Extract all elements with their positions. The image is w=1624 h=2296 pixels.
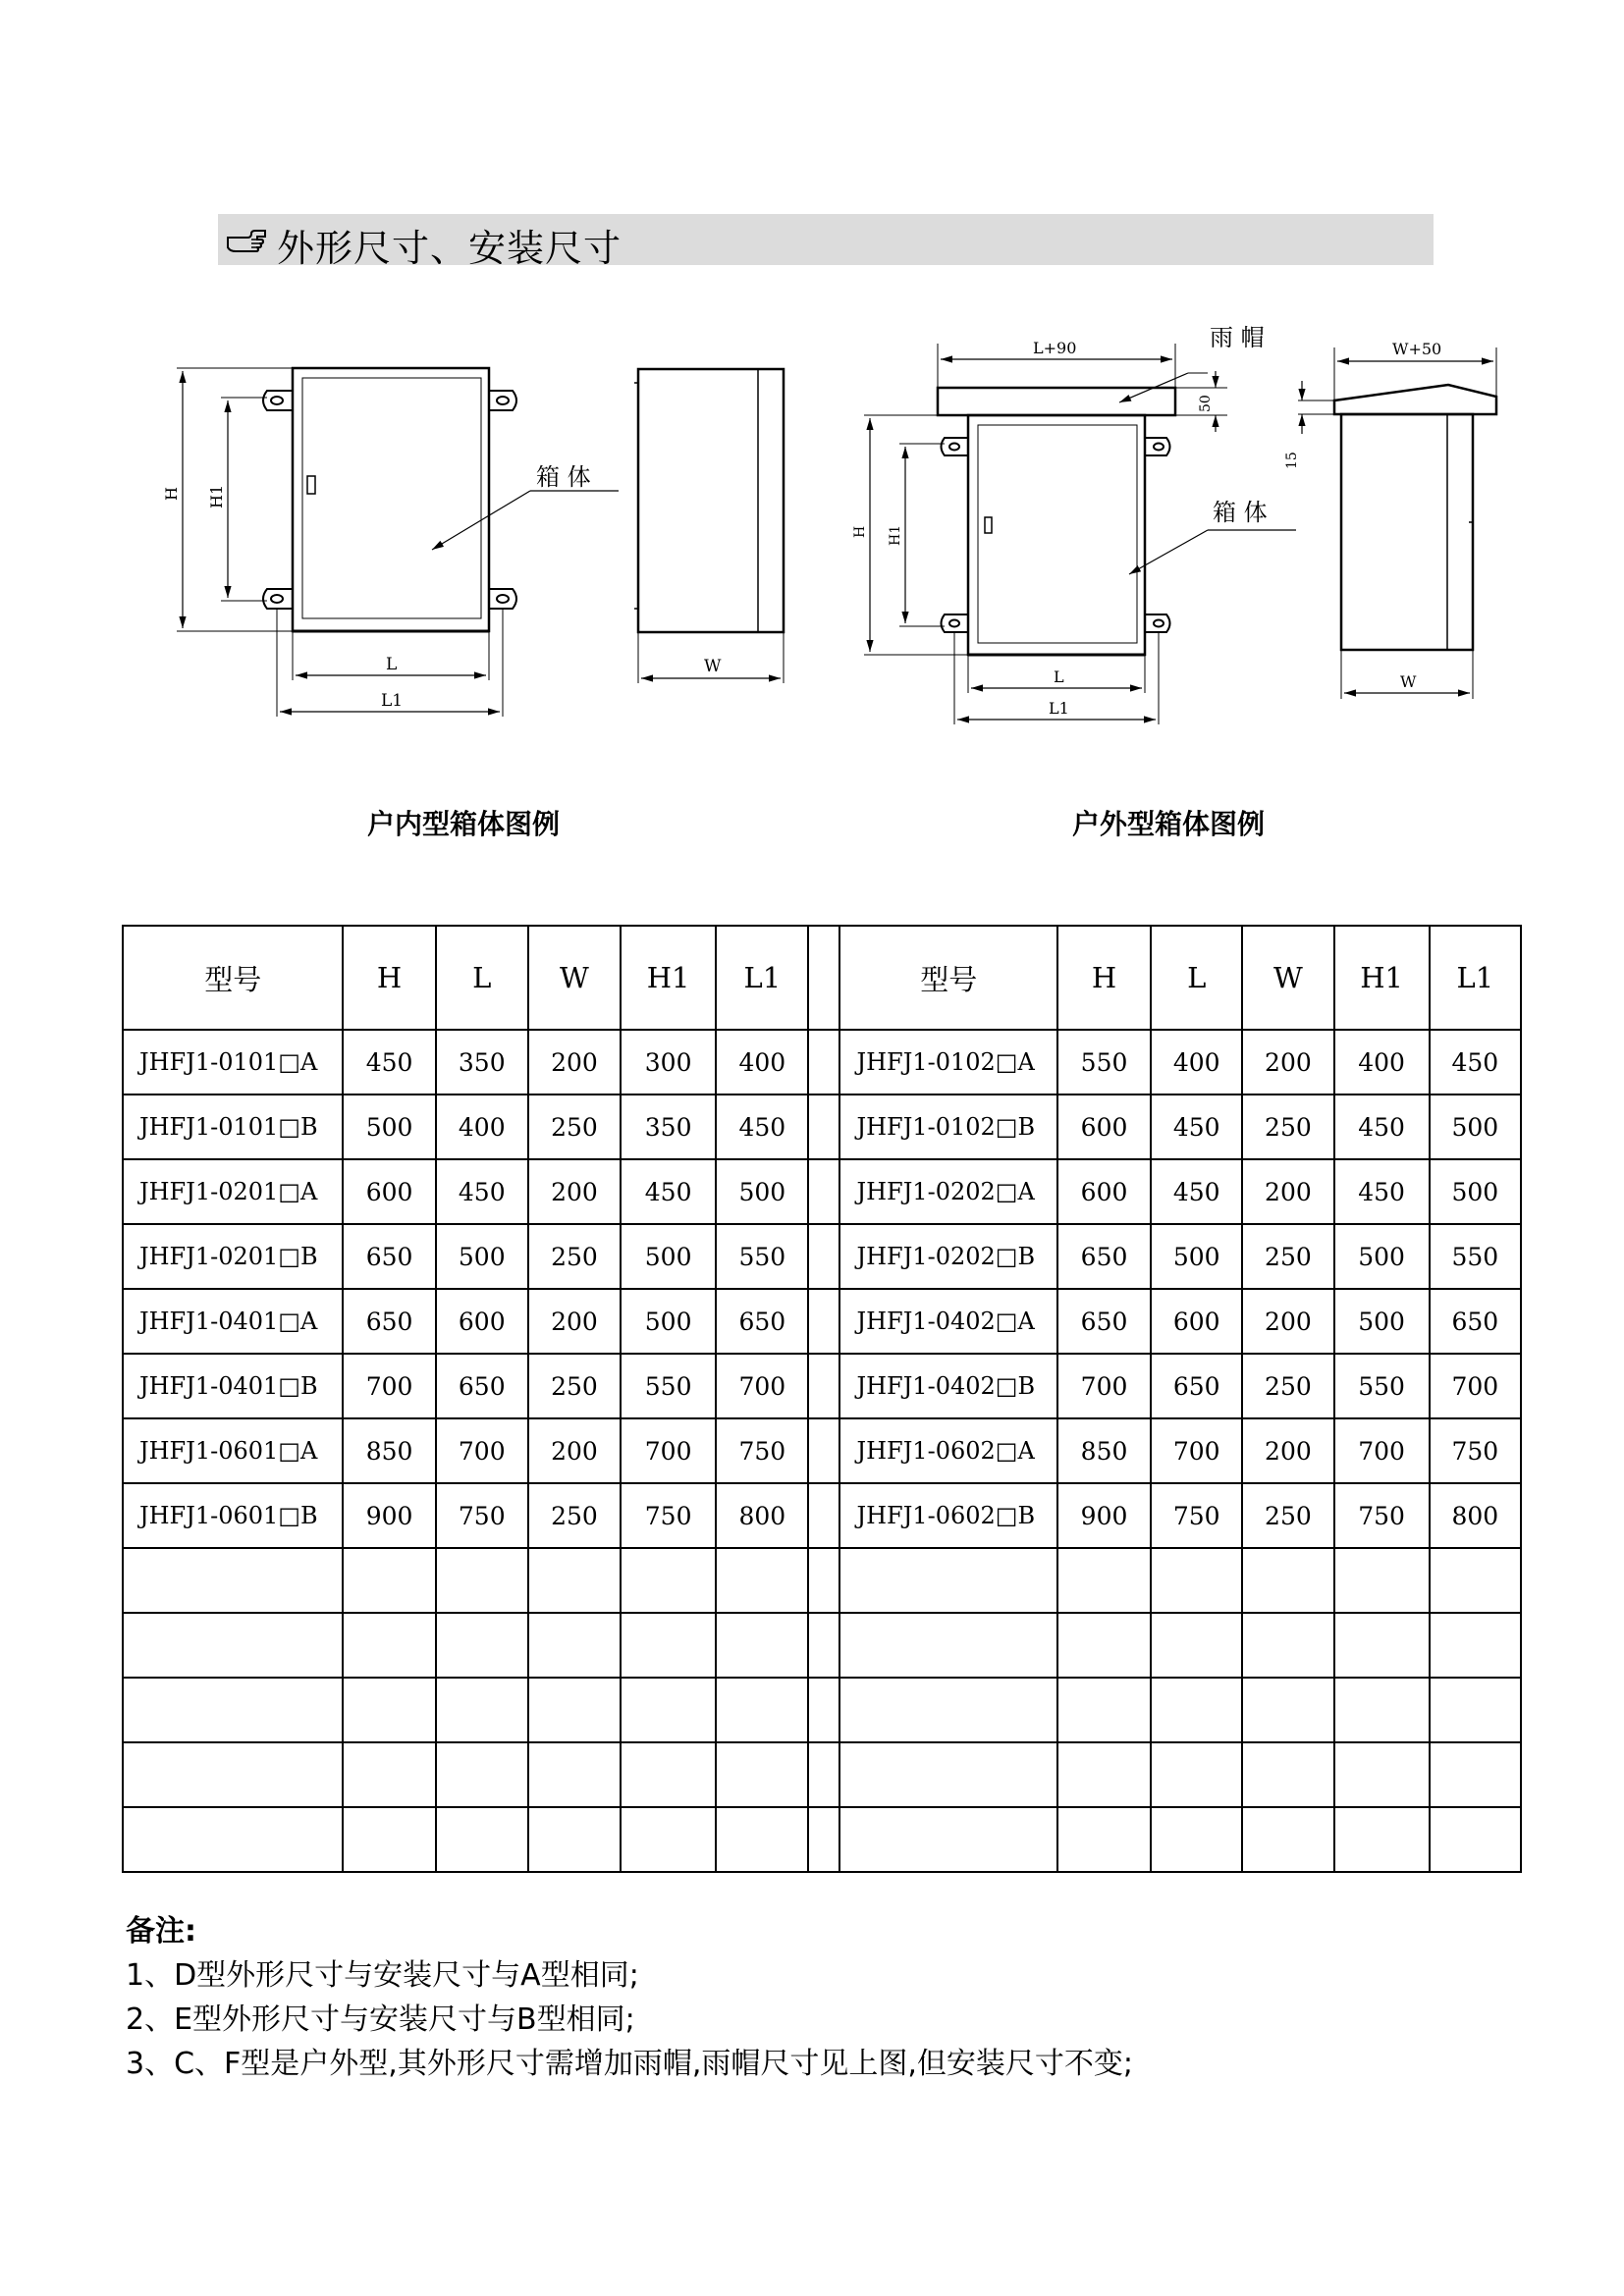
value-cell: 600 — [1057, 1159, 1151, 1224]
value-cell: 350 — [436, 1030, 528, 1095]
outdoor-label-rain-cap: 雨 帽 — [1210, 324, 1265, 351]
table-row — [123, 1095, 1521, 1159]
value-cell: 550 — [1057, 1030, 1151, 1095]
empty-cell — [1151, 1678, 1242, 1742]
empty-cell — [1057, 1548, 1151, 1613]
notes-section — [126, 1909, 1133, 2086]
value-cell: 700 — [1430, 1354, 1521, 1418]
model-cell: JHFJ1-0202□A — [839, 1159, 1056, 1224]
value-cell: 250 — [1242, 1095, 1333, 1159]
empty-cell — [839, 1742, 1056, 1807]
empty-table-row — [123, 1548, 1521, 1613]
value-cell: 450 — [1334, 1095, 1430, 1159]
header-cell-h1-left: H1 — [621, 926, 716, 1030]
empty-cell — [1430, 1548, 1521, 1613]
value-cell: 200 — [1242, 1418, 1333, 1483]
value-cell: 250 — [1242, 1354, 1333, 1418]
value-cell: 200 — [528, 1289, 621, 1354]
value-cell: 300 — [621, 1030, 716, 1095]
value-cell: 250 — [528, 1224, 621, 1289]
table-row — [123, 1224, 1521, 1289]
value-cell: 800 — [1430, 1483, 1521, 1548]
empty-cell — [1334, 1548, 1430, 1613]
value-cell: 750 — [1334, 1483, 1430, 1548]
table-row — [123, 1483, 1521, 1548]
table-gap-cell — [808, 1418, 839, 1483]
value-cell: 550 — [716, 1224, 808, 1289]
value-cell: 700 — [716, 1354, 808, 1418]
model-cell: JHFJ1-0402□A — [839, 1289, 1056, 1354]
empty-cell — [1334, 1613, 1430, 1678]
value-cell: 600 — [1057, 1095, 1151, 1159]
empty-cell — [1242, 1678, 1333, 1742]
empty-cell — [1057, 1742, 1151, 1807]
table-header-row — [123, 926, 1521, 1030]
empty-cell — [839, 1613, 1056, 1678]
empty-cell — [343, 1807, 435, 1872]
value-cell: 700 — [1057, 1354, 1151, 1418]
note-item-2: 2、E型外形尺寸与安装尺寸与B型相同; — [126, 2002, 635, 2037]
empty-cell — [343, 1548, 435, 1613]
value-cell: 500 — [1430, 1095, 1521, 1159]
empty-table-row — [123, 1742, 1521, 1807]
empty-cell — [1057, 1807, 1151, 1872]
empty-cell — [343, 1742, 435, 1807]
value-cell: 700 — [1151, 1418, 1242, 1483]
value-cell: 200 — [528, 1030, 621, 1095]
model-cell: JHFJ1-0101□A — [123, 1030, 343, 1095]
model-cell: JHFJ1-0402□B — [839, 1354, 1056, 1418]
value-cell: 500 — [1430, 1159, 1521, 1224]
header-cell-l-left: L — [436, 926, 528, 1030]
value-cell: 900 — [1057, 1483, 1151, 1548]
empty-cell — [436, 1678, 528, 1742]
value-cell: 750 — [1151, 1483, 1242, 1548]
empty-cell — [621, 1613, 716, 1678]
empty-cell — [1151, 1613, 1242, 1678]
value-cell: 250 — [528, 1095, 621, 1159]
value-cell: 600 — [1151, 1289, 1242, 1354]
value-cell: 500 — [1334, 1289, 1430, 1354]
model-cell: JHFJ1-0602□B — [839, 1483, 1056, 1548]
header-cell-h-left: H — [343, 926, 435, 1030]
value-cell: 750 — [1430, 1418, 1521, 1483]
empty-cell — [528, 1548, 621, 1613]
value-cell: 250 — [1242, 1483, 1333, 1548]
indoor-label-l1: L1 — [381, 691, 404, 711]
empty-cell — [1430, 1678, 1521, 1742]
value-cell: 250 — [528, 1483, 621, 1548]
empty-table-row — [123, 1807, 1521, 1872]
indoor-label-w: W — [704, 657, 722, 676]
model-cell: JHFJ1-0101□B — [123, 1095, 343, 1159]
value-cell: 750 — [436, 1483, 528, 1548]
indoor-label-l: L — [386, 655, 398, 674]
empty-cell — [1430, 1613, 1521, 1678]
indoor-label-h: H — [162, 487, 181, 501]
outdoor-label-15: 15 — [1284, 452, 1300, 469]
model-cell: JHFJ1-0102□B — [839, 1095, 1056, 1159]
note-item-1: 1、D型外形尺寸与安装尺寸与A型相同; — [126, 1958, 639, 1993]
dimension-drawings — [0, 0, 1624, 785]
value-cell: 500 — [343, 1095, 435, 1159]
empty-cell — [1242, 1742, 1333, 1807]
value-cell: 450 — [1151, 1095, 1242, 1159]
value-cell: 200 — [528, 1159, 621, 1224]
empty-cell — [123, 1613, 343, 1678]
value-cell: 200 — [528, 1418, 621, 1483]
value-cell: 650 — [343, 1289, 435, 1354]
value-cell: 650 — [1151, 1354, 1242, 1418]
outdoor-label-h: H — [852, 525, 868, 538]
empty-cell — [716, 1742, 808, 1807]
header-cell-h-right: H — [1057, 926, 1151, 1030]
empty-cell — [123, 1807, 343, 1872]
empty-table-row — [123, 1678, 1521, 1742]
header-cell-l1-left: L1 — [716, 926, 808, 1030]
empty-cell — [1057, 1678, 1151, 1742]
header-cell-model-left: 型号 — [123, 926, 343, 1030]
value-cell: 450 — [1151, 1159, 1242, 1224]
outdoor-side-view — [1298, 347, 1496, 699]
empty-cell — [1334, 1678, 1430, 1742]
indoor-label-h1: H1 — [207, 484, 226, 508]
header-cell-model-right: 型号 — [839, 926, 1056, 1030]
value-cell: 450 — [716, 1095, 808, 1159]
value-cell: 700 — [436, 1418, 528, 1483]
table-gap-cell — [808, 926, 839, 1030]
table-row — [123, 1354, 1521, 1418]
value-cell: 700 — [1334, 1418, 1430, 1483]
value-cell: 500 — [621, 1289, 716, 1354]
outdoor-label-w: W — [1400, 672, 1417, 691]
notes-title: 备注: — [126, 1914, 196, 1949]
outdoor-label-l: L — [1054, 667, 1064, 686]
model-cell: JHFJ1-0201□A — [123, 1159, 343, 1224]
empty-cell — [839, 1807, 1056, 1872]
table-gap-cell — [808, 1483, 839, 1548]
empty-cell — [716, 1613, 808, 1678]
header-cell-l-right: L — [1151, 926, 1242, 1030]
indoor-front-view — [177, 368, 619, 717]
table-gap-cell — [808, 1159, 839, 1224]
value-cell: 650 — [343, 1224, 435, 1289]
empty-cell — [621, 1678, 716, 1742]
empty-cell — [1151, 1742, 1242, 1807]
value-cell: 500 — [436, 1224, 528, 1289]
empty-cell — [839, 1548, 1056, 1613]
empty-cell — [1242, 1807, 1333, 1872]
value-cell: 550 — [621, 1354, 716, 1418]
value-cell: 500 — [1334, 1224, 1430, 1289]
empty-cell — [621, 1548, 716, 1613]
outdoor-label-l90: L+90 — [1033, 339, 1077, 357]
model-cell: JHFJ1-0601□A — [123, 1418, 343, 1483]
empty-cell — [1334, 1742, 1430, 1807]
empty-cell — [123, 1548, 343, 1613]
empty-cell — [1151, 1548, 1242, 1613]
table-body — [123, 926, 1521, 1872]
value-cell: 500 — [621, 1224, 716, 1289]
empty-cell — [621, 1807, 716, 1872]
dimension-table — [122, 925, 1522, 1873]
empty-table-row — [123, 1613, 1521, 1678]
value-cell: 700 — [343, 1354, 435, 1418]
value-cell: 450 — [1430, 1030, 1521, 1095]
value-cell: 650 — [1057, 1224, 1151, 1289]
value-cell: 350 — [621, 1095, 716, 1159]
table-row — [123, 1030, 1521, 1095]
header-cell-h1-right: H1 — [1334, 926, 1430, 1030]
value-cell: 650 — [1057, 1289, 1151, 1354]
table-row — [123, 1418, 1521, 1483]
empty-cell — [528, 1742, 621, 1807]
empty-cell — [1430, 1807, 1521, 1872]
table-gap-cell — [808, 1678, 839, 1742]
model-cell: JHFJ1-0401□A — [123, 1289, 343, 1354]
empty-cell — [343, 1678, 435, 1742]
value-cell: 500 — [716, 1159, 808, 1224]
value-cell: 450 — [621, 1159, 716, 1224]
value-cell: 750 — [716, 1418, 808, 1483]
empty-cell — [528, 1807, 621, 1872]
table-gap-cell — [808, 1807, 839, 1872]
section-title: 外形尺寸、安装尺寸 — [277, 227, 623, 270]
empty-cell — [436, 1613, 528, 1678]
table-gap-cell — [808, 1613, 839, 1678]
value-cell: 900 — [343, 1483, 435, 1548]
outdoor-label-box: 箱 体 — [1213, 499, 1268, 526]
outdoor-caption: 户外型箱体图例 — [1072, 808, 1266, 840]
model-cell: JHFJ1-0201□B — [123, 1224, 343, 1289]
table-row — [123, 1159, 1521, 1224]
value-cell: 200 — [1242, 1289, 1333, 1354]
value-cell: 600 — [343, 1159, 435, 1224]
table-gap-cell — [808, 1742, 839, 1807]
value-cell: 200 — [1242, 1030, 1333, 1095]
table-gap-cell — [808, 1030, 839, 1095]
value-cell: 750 — [621, 1483, 716, 1548]
value-cell: 400 — [1334, 1030, 1430, 1095]
outdoor-label-l1: L1 — [1049, 699, 1069, 718]
value-cell: 500 — [1151, 1224, 1242, 1289]
outdoor-label-h1: H1 — [888, 524, 903, 546]
value-cell: 650 — [1430, 1289, 1521, 1354]
empty-cell — [123, 1742, 343, 1807]
empty-cell — [716, 1807, 808, 1872]
value-cell: 700 — [621, 1418, 716, 1483]
empty-cell — [123, 1678, 343, 1742]
value-cell: 550 — [1430, 1224, 1521, 1289]
empty-cell — [436, 1742, 528, 1807]
outdoor-label-50: 50 — [1198, 395, 1214, 412]
table-row — [123, 1289, 1521, 1354]
empty-cell — [1242, 1613, 1333, 1678]
table-gap-cell — [808, 1548, 839, 1613]
indoor-label-box: 箱 体 — [536, 463, 591, 491]
table-gap-cell — [808, 1224, 839, 1289]
model-cell: JHFJ1-0202□B — [839, 1224, 1056, 1289]
value-cell: 650 — [716, 1289, 808, 1354]
empty-cell — [1334, 1807, 1430, 1872]
value-cell: 850 — [1057, 1418, 1151, 1483]
table-gap-cell — [808, 1354, 839, 1418]
value-cell: 450 — [1334, 1159, 1430, 1224]
model-cell: JHFJ1-0102□A — [839, 1030, 1056, 1095]
empty-cell — [839, 1678, 1056, 1742]
value-cell: 600 — [436, 1289, 528, 1354]
empty-cell — [1151, 1807, 1242, 1872]
header-cell-l1-right: L1 — [1430, 926, 1521, 1030]
empty-cell — [1430, 1742, 1521, 1807]
model-cell: JHFJ1-0401□B — [123, 1354, 343, 1418]
value-cell: 250 — [1242, 1224, 1333, 1289]
value-cell: 800 — [716, 1483, 808, 1548]
value-cell: 400 — [716, 1030, 808, 1095]
value-cell: 650 — [436, 1354, 528, 1418]
empty-cell — [621, 1742, 716, 1807]
value-cell: 450 — [343, 1030, 435, 1095]
value-cell: 250 — [528, 1354, 621, 1418]
outdoor-front-view — [864, 344, 1296, 724]
value-cell: 400 — [436, 1095, 528, 1159]
header-cell-w-right: W — [1242, 926, 1333, 1030]
table-gap-cell — [808, 1095, 839, 1159]
value-cell: 550 — [1334, 1354, 1430, 1418]
empty-cell — [716, 1678, 808, 1742]
indoor-side-view — [634, 369, 784, 683]
model-cell: JHFJ1-0601□B — [123, 1483, 343, 1548]
header-cell-w-left: W — [528, 926, 621, 1030]
empty-cell — [436, 1548, 528, 1613]
empty-cell — [716, 1548, 808, 1613]
value-cell: 450 — [436, 1159, 528, 1224]
empty-cell — [436, 1807, 528, 1872]
value-cell: 850 — [343, 1418, 435, 1483]
empty-cell — [528, 1613, 621, 1678]
note-item-3: 3、C、F型是户外型,其外形尺寸需增加雨帽,雨帽尺寸见上图,但安装尺寸不变; — [126, 2047, 1134, 2081]
empty-cell — [343, 1613, 435, 1678]
value-cell: 200 — [1242, 1159, 1333, 1224]
outdoor-label-w50: W+50 — [1392, 340, 1442, 358]
table-gap-cell — [808, 1289, 839, 1354]
empty-cell — [528, 1678, 621, 1742]
value-cell: 400 — [1151, 1030, 1242, 1095]
empty-cell — [1057, 1613, 1151, 1678]
empty-cell — [1242, 1548, 1333, 1613]
indoor-caption: 户内型箱体图例 — [367, 808, 561, 840]
model-cell: JHFJ1-0602□A — [839, 1418, 1056, 1483]
